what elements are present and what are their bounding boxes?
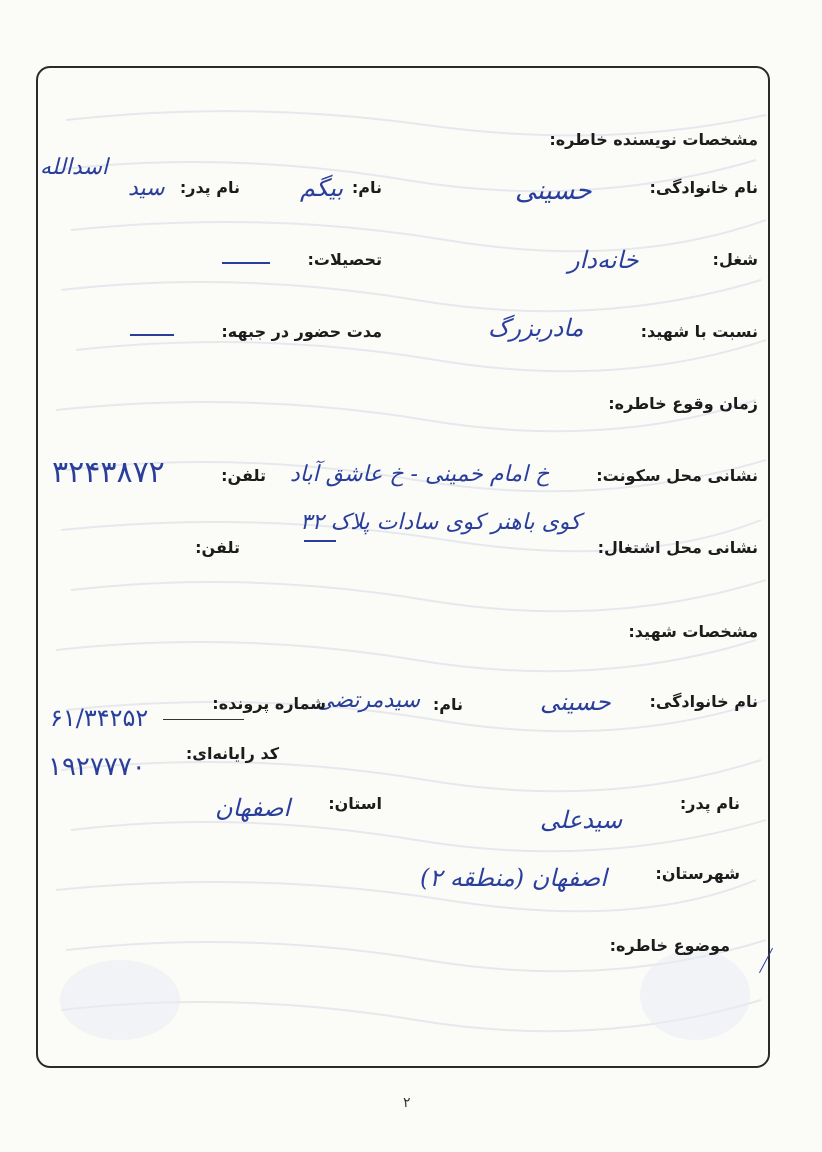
form-frame (36, 66, 770, 1068)
writer-front-duration-label: مدت حضور در جبهه: (221, 322, 382, 341)
martyr-city-value: اصفهان (منطقه ۲) (420, 864, 607, 892)
writer-father-name-value-extra: اسدالله (40, 155, 108, 180)
martyr-file-number-label: شماره پرونده: (212, 694, 326, 713)
martyr-province-value: اصفهان (215, 794, 291, 822)
martyr-family-name-value: حسینی (540, 688, 611, 716)
martyr-file-number-value: ۶۱/۳۴۲۵۲ (50, 704, 149, 732)
writer-home-address-value: خ امام خمینی - خ عاشق آباد (290, 462, 550, 487)
writer-education-label: تحصیلات: (307, 250, 382, 269)
writer-home-phone-label: تلفن: (221, 466, 266, 485)
writer-relation-value: مادربزرگ (488, 314, 584, 342)
writer-memory-time-label: زمان وقوع خاطره: (608, 394, 758, 413)
writer-name-value: بیگم (300, 174, 344, 202)
martyr-city-label: شهرستان: (655, 864, 740, 883)
martyr-name-value: سیدمرتضی (316, 688, 421, 713)
writer-home-address-value-line2: کوی باهنر کوی سادات پلاک ۳۲ (300, 510, 581, 535)
writer-home-phone-value: ۳۲۴۳۸۷۲ (52, 455, 165, 490)
martyr-father-name-label: نام پدر: (679, 794, 740, 813)
writer-front-duration-empty-dash (130, 334, 174, 336)
writer-heading: مشخصات نویسنده خاطره: (549, 130, 758, 149)
writer-education-empty-dash (222, 262, 270, 264)
martyr-province-label: استان: (328, 794, 382, 813)
martyr-memory-subject-label: موضوع خاطره: (609, 936, 730, 955)
martyr-family-name-label: نام خانوادگی: (649, 692, 758, 711)
martyr-computer-code-value: ۱۹۲۷۷۷۰ (48, 752, 146, 782)
martyr-heading: مشخصات شهید: (628, 622, 758, 641)
writer-father-name-label: نام پدر: (179, 178, 240, 197)
writer-family-name-label: نام خانوادگی: (649, 178, 758, 197)
writer-work-phone-label: تلفن: (195, 538, 240, 557)
writer-work-address-label: نشانی محل اشتغال: (597, 538, 758, 557)
martyr-father-name-value: سیدعلی (540, 806, 623, 834)
martyr-file-number-underline (163, 719, 244, 720)
writer-home-address-label: نشانی محل سکونت: (596, 466, 758, 485)
writer-family-name-value: حسینی (515, 176, 592, 206)
writer-relation-label: نسبت با شهید: (640, 322, 758, 341)
martyr-name-label: نام: (432, 695, 463, 714)
writer-job-value: خانه‌دار (568, 246, 639, 274)
writer-father-name-value: سید (128, 176, 165, 201)
writer-name-label: نام: (351, 178, 382, 197)
writer-job-label: شغل: (712, 250, 758, 269)
plate-number-underline (304, 540, 336, 542)
page-number: ۲ (403, 1095, 411, 1111)
martyr-computer-code-label: کد رایانه‌ای: (185, 744, 279, 763)
